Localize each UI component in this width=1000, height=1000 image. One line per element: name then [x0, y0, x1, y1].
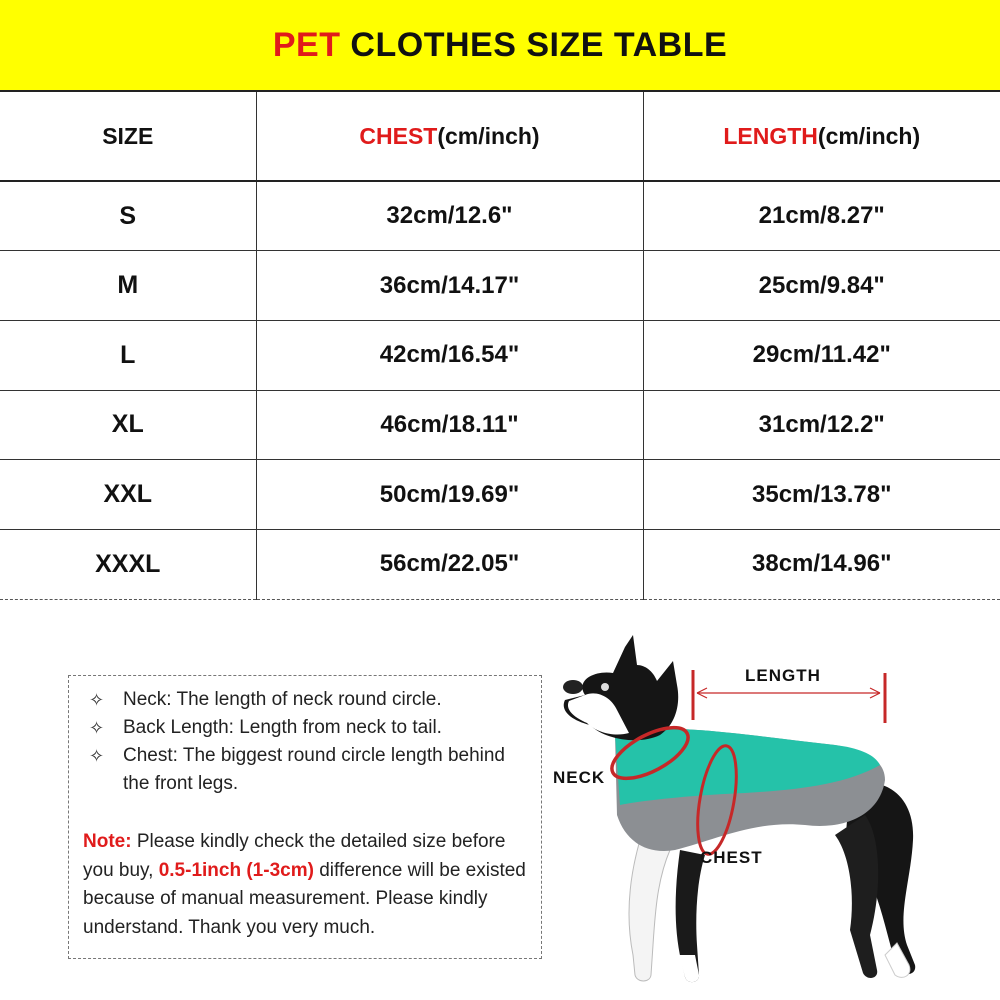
neck-label: NECK	[553, 768, 606, 787]
size-cell: S	[0, 181, 256, 251]
list-item	[83, 742, 527, 798]
length-cell: 29cm/11.42"	[643, 320, 1000, 390]
four-point-star-icon: ✧	[89, 690, 105, 710]
length-cell: 31cm/12.2"	[643, 390, 1000, 460]
note-text-1: Please kindly check the detailed size before you buy,	[83, 831, 506, 881]
chest-cell: 36cm/14.17"	[256, 251, 643, 321]
dog-measurement-diagram	[545, 625, 1000, 1000]
header-chest-label: CHEST	[359, 122, 438, 149]
size-cell: M	[0, 251, 256, 321]
header-size: SIZE	[0, 91, 256, 181]
size-cell: L	[0, 320, 256, 390]
measurement-notes	[68, 675, 542, 959]
table-row	[0, 181, 1000, 251]
chest-label: CHEST	[700, 848, 763, 867]
four-point-star-icon: ✧	[89, 746, 105, 766]
chest-cell: 50cm/19.69"	[256, 460, 643, 530]
title-banner	[0, 0, 1000, 90]
table-row	[0, 320, 1000, 390]
header-length	[643, 91, 1000, 181]
note-tolerance: 0.5-1inch (1-3cm)	[158, 859, 314, 881]
table-row	[0, 460, 1000, 530]
header-chest	[256, 91, 643, 181]
chest-cell: 56cm/22.05"	[256, 529, 643, 599]
note-text-2: difference will be existed because of manual measurement. Please kindly understand. Thank you very much.	[83, 859, 526, 938]
list-item	[83, 714, 527, 742]
header-length-unit: (cm/inch)	[817, 122, 921, 149]
chest-cell: 46cm/18.11"	[256, 390, 643, 460]
note-neck: Neck: The length of neck round circle.	[123, 689, 442, 710]
note-label: Note:	[83, 831, 132, 852]
four-point-star-icon: ✧	[89, 718, 105, 738]
length-cell: 21cm/8.27"	[643, 181, 1000, 251]
size-cell: XL	[0, 390, 256, 460]
title-rest: CLOTHES SIZE TABLE	[340, 25, 728, 64]
length-cell: 25cm/9.84"	[643, 251, 1000, 321]
size-cell: XXL	[0, 460, 256, 530]
table-row	[0, 390, 1000, 460]
length-label: LENGTH	[745, 666, 821, 685]
notes-list	[83, 686, 527, 798]
length-cell: 35cm/13.78"	[643, 460, 1000, 530]
list-item	[83, 686, 527, 714]
table-row	[0, 529, 1000, 599]
length-cell: 38cm/14.96"	[643, 529, 1000, 599]
table-row	[0, 251, 1000, 321]
note-back-length: Back Length: Length from neck to tail.	[123, 717, 442, 738]
size-cell: XXXL	[0, 529, 256, 599]
header-chest-unit: (cm/inch)	[437, 122, 540, 149]
note-chest: Chest: The biggest round circle length behind the front legs.	[123, 745, 506, 794]
disclaimer-paragraph	[83, 828, 527, 942]
chest-cell: 32cm/12.6"	[256, 181, 643, 251]
table-header-row	[0, 91, 1000, 181]
title-accent: PET	[272, 25, 341, 64]
size-table	[0, 90, 1000, 600]
page-title	[273, 26, 727, 65]
chest-cell: 42cm/16.54"	[256, 320, 643, 390]
header-length-label: LENGTH	[723, 122, 818, 149]
